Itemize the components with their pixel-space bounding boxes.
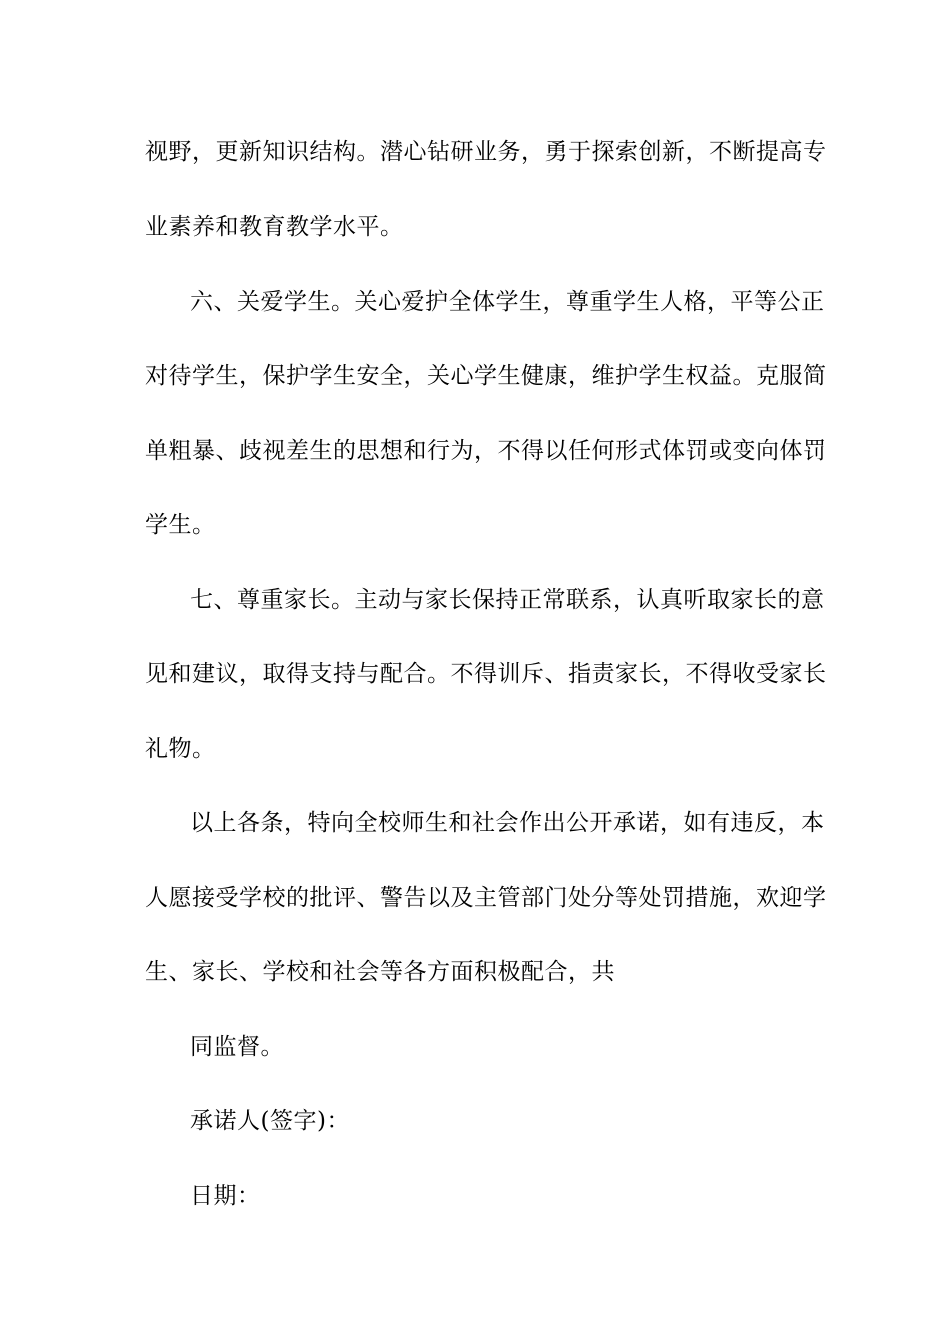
signature-label: 承诺人(签字)： <box>190 1108 350 1134</box>
body-text-line: 同监督。 <box>190 1034 284 1060</box>
paragraph-six-start: 六、关爱学生。关心爱护全体学生，尊重学生人格，平等公正 <box>190 289 825 315</box>
body-text-line: 对待学生，保护学生安全，关心学生健康，维护学生权益。克服简 <box>145 363 827 389</box>
body-text-line: 见和建议，取得支持与配合。不得训斥、指责家长，不得收受家长 <box>145 661 827 687</box>
body-text-line: 单粗暴、歧视差生的思想和行为，不得以任何形式体罚或变向体罚 <box>145 438 827 464</box>
date-label: 日期： <box>190 1183 261 1209</box>
body-text-line: 业素养和教育教学水平。 <box>145 214 404 240</box>
body-text-line: 学生。 <box>145 512 216 538</box>
body-text-line: 生、家长、学校和社会等各方面积极配合，共 <box>145 959 615 985</box>
body-text-line: 人愿接受学校的批评、警告以及主管部门处分等处罚措施，欢迎学 <box>145 885 827 911</box>
closing-paragraph-start: 以上各条，特向全校师生和社会作出公开承诺，如有违反，本 <box>190 810 825 836</box>
body-text-line: 视野，更新知识结构。潜心钻研业务，勇于探索创新，不断提高专 <box>145 139 827 165</box>
body-text-line: 礼物。 <box>145 736 216 762</box>
paragraph-seven-start: 七、尊重家长。主动与家长保持正常联系，认真听取家长的意 <box>190 587 825 613</box>
